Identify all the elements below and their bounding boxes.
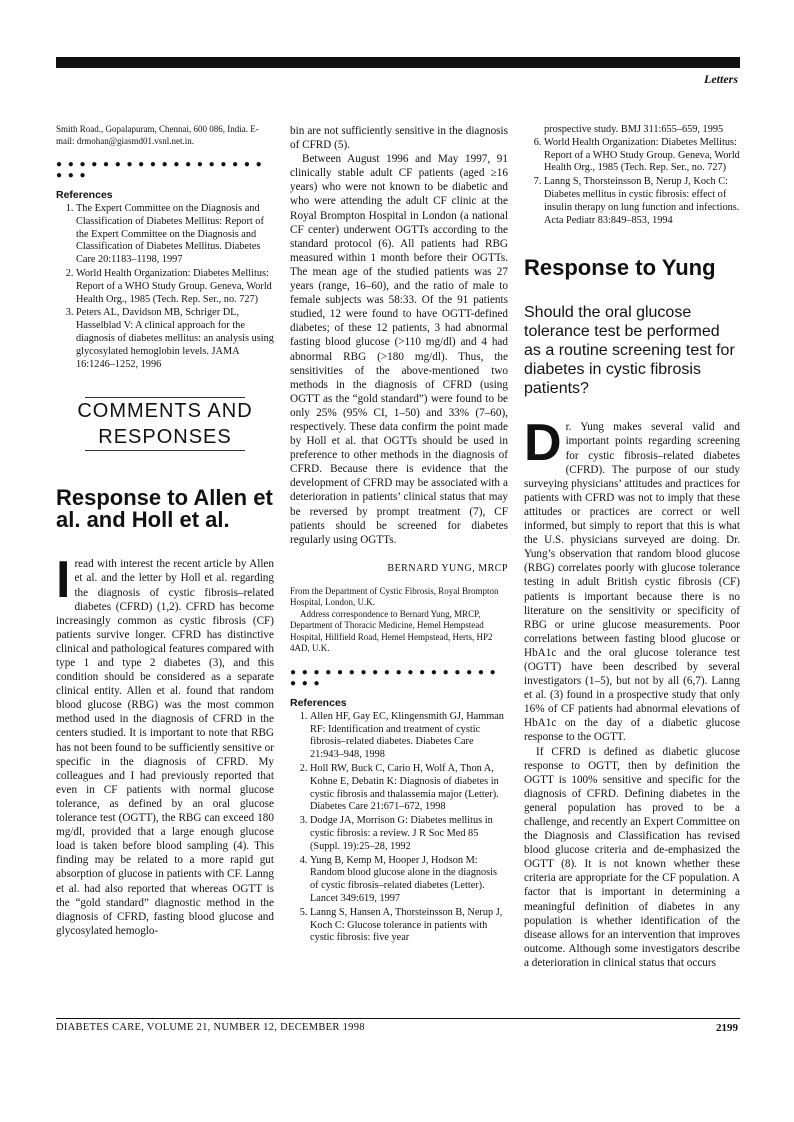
author-affiliation (290, 586, 508, 655)
reference-list (290, 711, 508, 945)
article-title: Response to Yung (524, 255, 716, 281)
body-text: read with interest the recent article by Allen et al. and the letter by Holl et al. regarding the diagnosis of cystic fibrosis–related diabetes (CFRD) (1,2). CFRD has become increasingly common as cystic fibrosis (CF) patients survive longer. CFRD has distinctive clinical and pathological features compared with type 1 and type 2 diabetes (3), and this condition should be considered as a separate clinical entity. Allen et al. found that random blood glucose (RBG) was the most common method used in the diagnosis of CFRD in the centers studied. It is important to note that RBG has not been found to be sufficiently sensitive or specific in the diagnosis of CFRD. My colleagues and I had previously reported that even in CF patients with normal glucose tolerance, as defined by an oral glucose tolerance test (OGTT), the RBG can exceed 180 mg/dl, provided that a large enough glucose load is taken before blood sampling (4). This finding may be related to a more rapid gut absorption of glucose in patients with CF. Lanng et al. had also reported that whereas OGTT is the “gold standard” diagnostic method in the diagnosis of CFRD, fasting blood glucose and glycosylated hemoglo- (56, 558, 274, 937)
article-subtitle: Should the oral glucose tolerance test be performed as a routine screening test for diabetes in cystic fibrosis patients? (524, 304, 735, 398)
reference-item: 1. Allen HF, Gay EC, Klingensmith GJ, Hamman RF: Identification and treatment of cystic fibrosis–related diabetes. Diabetes Care 21:943–948, 1998 (310, 711, 508, 762)
column-1 (56, 124, 274, 938)
journal-citation: DIABETES CARE, VOLUME 21, NUMBER 12, DECEMBER 1998 (56, 1022, 365, 1033)
drop-cap: D (524, 414, 562, 473)
column-2 (290, 124, 508, 946)
body-paragraph: bin are not sufficiently sensitive in the diagnosis of CFRD (5). (290, 125, 508, 152)
reference-list (56, 203, 274, 371)
article-body (56, 551, 274, 938)
column-3 (524, 124, 740, 970)
header-bar (56, 57, 740, 68)
separator-dots: ● ● ● ● ● ● ● ● ● ● ● ● ● ● ● ● ● ● ● ● ● (56, 159, 264, 181)
reference-item: 4. Yung B, Kemp M, Hooper J, Hodson M: Random blood glucose alone in the diagnosis of cystic fibrosis–related diabetes (Letter). Lancet 349:619, 1997 (310, 855, 508, 906)
references-heading: References (290, 696, 347, 709)
reference-item: 3. Peters AL, Davidson MB, Schriger DL, Hasselblad V: A clinical approach for the diagnosis of diabetes mellitus: an analysis using glycosylated hemoglobin levels. JAMA 16:1246–1252, 1996 (76, 307, 274, 371)
reference-item: 3. Dodge JA, Morrison G: Diabetes mellitus in cystic fibrosis: a review. J R Soc Med 85 (Suppl. 19):25–28, 1992 (310, 815, 508, 853)
reference-item: 1. The Expert Committee on the Diagnosis and Classification of Diabetes Mellitus: Report of the Expert Committee on the Diagnosis and Classification of Diabetes Mellitus. Diabetes Care 20:1183–1198, 1997 (76, 203, 274, 267)
reference-item: 7. Lanng S, Thorsteinsson B, Nerup J, Koch C: Diabetes mellitus in cystic fibrosis: effect of insulin therapy on lung function and infections. Acta Pediatr 83:849–853, 1994 (544, 176, 740, 227)
article-body (524, 414, 740, 744)
author-address: Smith Road., Gopalapuram, Chennai, 600 086, India. E-mail: drmohan@giasmd01.vsnl.net.in. (56, 124, 259, 146)
references-heading: References (56, 189, 113, 201)
reference-item: 5. Lanng S, Hansen A, Thorsteinsson B, Nerup J, Koch C: Glucose tolerance in patients with cystic fibrosis: five year (310, 907, 508, 945)
separator-dots: ● ● ● ● ● ● ● ● ● ● ● ● ● ● ● ● ● ● ● ● ● (290, 666, 498, 689)
reference-item: 2. World Health Organization: Diabetes Mellitus: Report of a WHO Study Group. Geneva, World Health Org., 1985 (Tech. Rep. Ser., no. 727) (76, 268, 274, 306)
affiliation-line: From the Department of Cystic Fibrosis, Royal Brompton Hospital, London, U.K. (290, 585, 499, 608)
author-signature: BERNARD YUNG, MRCP (387, 562, 508, 574)
reference-list (524, 137, 740, 228)
banner-line-2: RESPONSES (98, 426, 232, 449)
footer-rule (56, 1018, 740, 1019)
comments-and-responses-banner (56, 397, 274, 451)
reference-item: 6. World Health Organization: Diabetes Mellitus: Report of a WHO Study Group. Geneva, World Health Org., 1985 (Tech. Rep. Ser., no. 727) (544, 137, 740, 175)
body-text: r. Yung makes several valid and important points regarding screening for cystic fibrosis–related diabetes (CFRD). The purpose of our study surveying physicians’ attitudes and practices for patients with CFRD was not to imply that these attitudes or practices are correct or well informed, but simply to report that this is what the U.S. physicians surveyed are doing. Dr. Yung’s observation that random blood glucose (RBG) correlates poorly with glucose tolerance testing in adult British cystic fibrosis (CF) patients is important because there is no literature on the sensitivity or specificity of RBG or urine glucose measurements. Poor correlations between fasting blood glucose or HbA1c and the oral glucose tolerance test (OGTT) have been described by several investigators (1–5), but not by all (6,7). Lanng et al. (3) found in a prospective study that only 16% of CF patients had abnormal elevations of HbA1c on the day of a diabetic glucose response to the OGTT. (524, 421, 740, 744)
body-paragraph: Between August 1996 and May 1997, 91 clinically stable adult CF patients (aged ≥16 years) who were not known to be diabetic and who were attending the adult CF clinic at the Royal Brompton Hospital in London (a national CF center) underwent OGTTs according to the standard protocol (6). All patients had RBG measured within 1 month before their OGTTs. The mean age of the studied patients was 27 years (range, 16–60), and the ratio of male to female subjects was 58:33. Of the 91 patients studied, 12 were found to have OGTT-defined diabetes; of these 12 patients, 3 had abnormal fasting blood glucose (>110 mg/dl) and 4 had abnormal RBG (>180 mg/dl). Thus, the sensitivities of the above-mentioned two methods in the diagnosis of CFRD (using OGTT as the “gold standard”) were found to be only 25% (95% CI, 1–50) and 33% (7–60), respectively. These data confirm the point made by Holl et al. that OGTTs should be used in preference to other methods in the diagnosis of CFRD. Because there is evidence that the development of CFRD may be associated with a deterioration in patients’ clinical status that may be reversed by prompt treatment (7), CF patients should be screened for diabetes regularly using OGTTs. (290, 153, 508, 546)
reference-item: 2. Holl RW, Buck C, Cario H, Wolf A, Thon A, Kohne E, Debatin K: Diagnosis of diabetes in cystic fibrosis and thalassemia major (Letter). Diabetes Care 21:671–672, 1998 (310, 763, 508, 814)
banner-line-1: COMMENTS AND (77, 400, 253, 423)
article-title: Response to Allen et al. and Holl et al. (56, 485, 273, 533)
correspondence-line: Address correspondence to Bernard Yung, MRCP, Department of Thoracic Medicine, Hemel Hempstead Hospital, Hillfield Road, Hemel Hempstead, Herts, HP2 4AD, U.K. (290, 608, 493, 654)
drop-cap: I (56, 551, 71, 610)
section-label: Letters (704, 72, 738, 86)
reference-continuation: prospective study. BMJ 311:655–659, 1995 (544, 124, 724, 135)
page-number: 2199 (716, 1022, 738, 1034)
body-paragraph: If CFRD is defined as diabetic glucose response to OGTT, then by definition the OGTT is 100% sensitive and specific for the diagnosis of CFRD. Defining diabetes in the general population has proved to be a challenge, and recently an Expert Committee on the Diagnosis and Classification has revised blood glucose criteria and de-emphasized the OGTT (8). It is not known whether these criteria are appropriate for the CF population. A factor that is important in determining a meaningful definition of diabetes in any population is whether identification of the disease allows for an intervention that improves outcome. Although some investigators describe a deterioration in clinical status that occurs (524, 745, 740, 969)
